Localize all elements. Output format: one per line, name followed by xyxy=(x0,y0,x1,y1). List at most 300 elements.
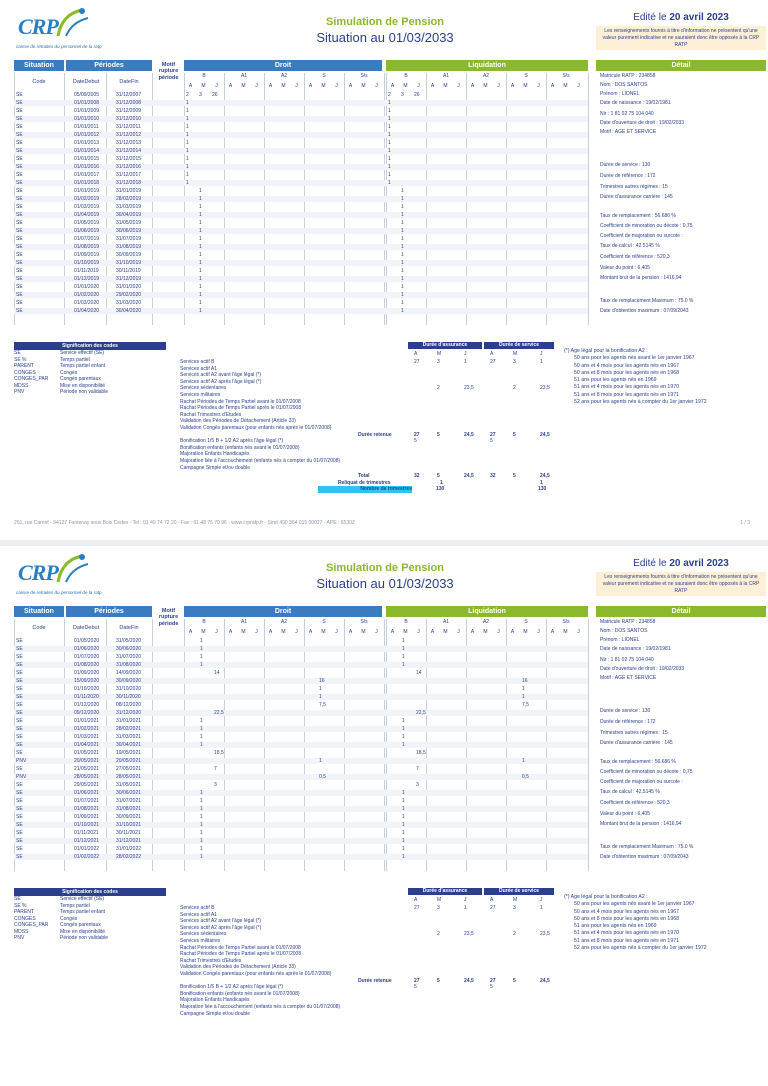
group-0: B xyxy=(404,73,408,79)
sub-col: A xyxy=(390,83,395,89)
detail-row xyxy=(600,657,654,663)
cell-liq: 1 xyxy=(401,276,404,282)
sum-col: A xyxy=(490,897,494,903)
code-key: CONGES_PAR xyxy=(14,376,49,382)
cell-date-fin: 20/05/2021 xyxy=(116,758,142,764)
sub-col: M xyxy=(241,83,246,89)
sub-col: J xyxy=(375,83,378,89)
sub-col: M xyxy=(201,629,206,635)
cell-date-fin: 31/08/2021 xyxy=(116,806,142,812)
sub-col: A xyxy=(348,83,353,89)
detail-row xyxy=(600,637,639,643)
summary-label: Bonification 1/5 B + 1/2 A2 après l'âge légal (*) xyxy=(180,984,284,991)
cell-date-debut: 21/05/2021 xyxy=(74,766,100,772)
cell-date-fin: 28/02/2021 xyxy=(116,726,142,732)
sub-col: J xyxy=(335,83,338,89)
cell-liq: 1 xyxy=(401,308,404,314)
reliquat-value: 1 xyxy=(440,479,443,486)
detail-label: Date de naissance : xyxy=(600,646,645,652)
cell-droit: 1 xyxy=(186,108,189,114)
cell-code: SE xyxy=(16,750,23,756)
cell-date-debut: 01/09/2019 xyxy=(74,252,100,258)
cell-liq: 7,5 xyxy=(522,702,529,708)
detail-row xyxy=(600,298,693,304)
sum-col: A xyxy=(414,351,418,357)
sub-col: M xyxy=(281,83,286,89)
detail-value: 130 xyxy=(641,708,651,714)
cell-code: SE xyxy=(16,140,23,146)
disclaimer-notice: Les renseignements fournis à titre d'information ne présentent qu'une valeur purement indicative et ne sauraient donc être opposés à la CRP RATP xyxy=(596,572,766,596)
summary-label: Services actif A1 xyxy=(180,365,217,372)
detail-label: Coefficient de minoration ou décote : xyxy=(600,223,682,229)
sum-col: M xyxy=(437,351,442,357)
detail-label: Matricule RATP : xyxy=(600,73,638,79)
table-row xyxy=(14,220,588,226)
cell-droit: 1 xyxy=(200,654,203,660)
summary-label: Rachat Périodes de Temps Partiel après le 01/07/2008 xyxy=(180,951,302,958)
summary-value: 27 xyxy=(490,359,496,365)
logo-swoosh-icon xyxy=(52,6,92,40)
service-header: Durée de service xyxy=(484,342,554,349)
cell-code: SE xyxy=(16,662,23,668)
detail-value: 6,405 xyxy=(637,811,650,817)
cell-code: SE xyxy=(16,822,23,828)
summary-label: Rachat Périodes de Temps Partiel après le 01/07/2008 xyxy=(180,405,302,412)
detail-row xyxy=(600,628,647,634)
cell-date-fin: 30/04/2021 xyxy=(116,742,142,748)
cell-droit: 1 xyxy=(199,244,202,250)
cell-date-debut: 01/07/2019 xyxy=(74,236,100,242)
cell-code: SE xyxy=(16,172,23,178)
summary-row xyxy=(178,905,554,912)
sum-col: J xyxy=(540,897,543,903)
cell-code: SE xyxy=(16,694,23,700)
cell-date-fin: 19/05/2021 xyxy=(116,750,142,756)
cell-droit: 1 xyxy=(200,838,203,844)
cell-date-debut: 01/12/2019 xyxy=(74,276,100,282)
crp-logo xyxy=(14,552,114,600)
cell-date-debut: 01/01/2010 xyxy=(74,116,100,122)
droit-header: Droit xyxy=(184,60,382,71)
summary-value: 32 xyxy=(490,473,496,480)
cell-date-fin: 31/12/2010 xyxy=(116,116,142,122)
code-desc: Période non validable xyxy=(60,389,109,395)
footnote-line: 52 ans pour les agents nés à compter du 1er janvier 1972 xyxy=(574,944,707,951)
cell-date-fin: 27/05/2021 xyxy=(116,766,142,772)
summary-row xyxy=(178,991,554,998)
table-row xyxy=(14,300,588,306)
cell-date-debut: 01/12/2020 xyxy=(74,702,100,708)
cell-droit: 1 xyxy=(319,686,322,692)
summary-value: 5 xyxy=(513,431,516,438)
detail-label: Nir : xyxy=(600,657,610,663)
detail-row xyxy=(600,184,668,190)
detail-label: Prénom : xyxy=(600,91,621,97)
logo-tagline: caisse de retraites du personnel de la ratp xyxy=(16,590,102,595)
cell-liq: 1 xyxy=(402,806,405,812)
group-1: A1 xyxy=(442,73,450,79)
summary-value: 27 xyxy=(414,431,420,438)
cell-liq: 26 xyxy=(414,92,420,98)
cell-code: SE xyxy=(16,686,23,692)
code-key: MDSS xyxy=(14,928,29,935)
sub-col: M xyxy=(241,629,246,635)
detail-value: AGE ET SERVICE xyxy=(614,675,657,681)
table-row xyxy=(14,646,588,652)
group-2: A2 xyxy=(482,73,490,79)
code-key: SE xyxy=(14,350,21,356)
detail-label: Date d'ouverture de droit : xyxy=(600,666,658,672)
table-row xyxy=(14,806,588,812)
detail-row xyxy=(600,243,660,249)
detail-value: 1416,94 xyxy=(663,821,682,827)
table-row xyxy=(14,156,588,162)
group-1: A1 xyxy=(442,619,450,625)
sum-col: J xyxy=(464,351,467,357)
summary-label: Bonification enfants (enfants nés avant le 01/07/2008) xyxy=(180,990,300,997)
cell-liq: 1 xyxy=(388,100,391,106)
detail-row xyxy=(600,308,689,314)
summary-row xyxy=(178,425,554,432)
cell-date-debut: 01/01/2015 xyxy=(74,156,100,162)
summary-row xyxy=(178,945,554,952)
code-key: SE xyxy=(14,896,21,902)
summary-value: 27 xyxy=(490,977,496,984)
code-desc: Service effectif (SE) xyxy=(60,896,105,902)
detail-label: Taux de remplacement : xyxy=(600,213,654,219)
page-subtitle: Situation au 01/03/2033 xyxy=(316,30,454,45)
motif-header: Motif rupture période xyxy=(158,62,179,81)
cell-date-fin: 14/09/2020 xyxy=(116,670,142,676)
cell-date-fin: 31/08/2020 xyxy=(116,662,142,668)
summary-row xyxy=(178,918,554,925)
summary-label: Services actif A1 xyxy=(180,911,217,918)
cell-date-debut: 01/02/2021 xyxy=(74,726,100,732)
cell-liq: 16 xyxy=(522,678,528,684)
cell-date-fin: 31/05/2021 xyxy=(116,782,142,788)
summary-value: 5 xyxy=(513,473,516,480)
cell-droit: 1 xyxy=(200,814,203,820)
codes-legend xyxy=(14,888,166,942)
cell-droit: 1 xyxy=(199,196,202,202)
cell-date-debut: 01/06/2019 xyxy=(74,228,100,234)
code-key: PNV xyxy=(14,389,25,395)
cell-date-debut: 01/02/2022 xyxy=(74,854,100,860)
cell-date-debut: 01/08/2019 xyxy=(74,244,100,250)
summary-label: Bonification 1/5 B + 1/2 A2 après l'âge légal (*) xyxy=(180,438,284,445)
page-number: 1 / 3 xyxy=(740,520,750,526)
cell-date-fin: 31/01/2022 xyxy=(116,846,142,852)
sum-col: A xyxy=(414,897,418,903)
pension-page xyxy=(0,0,768,540)
sub-col: J xyxy=(497,629,500,635)
summary-value: 5 xyxy=(437,473,440,480)
cell-date-debut: 01/01/2016 xyxy=(74,164,100,170)
cell-code: SE xyxy=(16,148,23,154)
cell-date-fin: 30/06/2021 xyxy=(116,790,142,796)
reliquat-label: Reliquat de trimestres xyxy=(338,479,391,486)
detail-row xyxy=(600,708,650,714)
detail-row xyxy=(600,129,656,135)
cell-date-fin: 31/12/2011 xyxy=(116,124,141,130)
detail-value: 19/02/1981 xyxy=(645,100,671,106)
code-desc: Période non validable xyxy=(60,935,109,941)
table-row xyxy=(14,268,588,274)
cell-code: SE xyxy=(16,838,23,844)
code-row xyxy=(14,389,166,396)
table-row xyxy=(14,92,588,98)
cell-droit: 1 xyxy=(200,662,203,668)
cell-date-debut: 29/05/2021 xyxy=(74,782,100,788)
sub-col: M xyxy=(321,83,326,89)
cell-date-debut: 01/01/2019 xyxy=(74,188,100,194)
detail-value: 75.0 % xyxy=(677,844,694,850)
cell-date-fin: 31/01/2020 xyxy=(116,284,142,290)
sub-col: M xyxy=(443,629,448,635)
cell-date-fin: 30/11/2020 xyxy=(116,694,141,700)
codes-title: Signification des codes xyxy=(14,888,166,896)
summary-value: 3 xyxy=(513,359,516,365)
detail-value: 520,3 xyxy=(657,800,670,806)
cell-date-fin: 30/09/2019 xyxy=(116,252,142,258)
cell-liq: 1 xyxy=(388,156,391,162)
group-3: S xyxy=(322,73,326,79)
sum-col: J xyxy=(464,897,467,903)
cell-droit: 26 xyxy=(212,92,218,98)
cell-liq: 1 xyxy=(402,854,405,860)
table-row xyxy=(14,830,588,836)
cell-date-fin: 30/09/2020 xyxy=(116,678,142,684)
detail-value: 520,3 xyxy=(657,254,670,260)
cell-code: SE xyxy=(16,710,23,716)
cell-liq: 18,5 xyxy=(416,750,426,756)
detail-value: 42.5145 % xyxy=(635,243,660,249)
summary-label: Campagne Simple et/ou double xyxy=(180,464,251,471)
cell-liq: 1 xyxy=(388,132,391,138)
footer-address: 201, rue Carnot - 94127 Fontenay sous Bois Cedex - Tel : 01 49 74 72 20 - Fax : 01 48 75 70 96 - www.crpratp.fr - Siret 490 364 015 00027 - APE : 6530Z xyxy=(14,520,355,526)
sum-col: J xyxy=(540,351,543,357)
cell-liq: 1 xyxy=(401,268,404,274)
summary-row xyxy=(178,997,554,1004)
table-row xyxy=(14,694,588,700)
table-row xyxy=(14,108,588,114)
footnote-line: 50 ans pour les agents nés avant le 1er janvier 1967 xyxy=(574,355,695,362)
detail-label: Taux de remplacement Maximum : xyxy=(600,298,677,304)
cell-droit: 1 xyxy=(200,790,203,796)
summary-label: Rachat Trimestres d'Etudes xyxy=(180,411,242,418)
detail-row xyxy=(600,740,673,746)
code-desc: Service effectif (SE) xyxy=(60,350,105,356)
page-header xyxy=(0,546,768,604)
code-key: PARENT xyxy=(14,363,34,369)
summary-row xyxy=(178,1011,554,1018)
summary-row xyxy=(178,912,554,919)
cell-liq: 1 xyxy=(402,822,405,828)
cell-code: SE xyxy=(16,830,23,836)
group-2: A2 xyxy=(280,619,288,625)
detail-label: Valeur du point : xyxy=(600,811,637,817)
codes-title: Signification des codes xyxy=(14,342,166,350)
summary-row xyxy=(178,978,554,985)
table-row xyxy=(14,292,588,298)
group-4: S/s xyxy=(360,619,368,625)
footnote-line: 51 ans pour les agents nés en 1969 xyxy=(574,923,657,930)
table-row xyxy=(14,164,588,170)
cell-code: SE xyxy=(16,742,23,748)
sub-col: M xyxy=(563,83,568,89)
detail-label: Durée d'assurance carrière : xyxy=(600,194,663,200)
code-key: PNV xyxy=(14,935,25,941)
cell-code: SE xyxy=(16,124,23,130)
cell-droit: 1 xyxy=(200,806,203,812)
detail-label: Durée de référence : xyxy=(600,719,646,725)
cell-code: SE xyxy=(16,92,23,98)
col-code: Code xyxy=(32,79,46,85)
detail-value: 145 xyxy=(664,194,673,200)
summary-row xyxy=(178,432,554,439)
cell-code: SE xyxy=(16,180,23,186)
detail-label: Nir : xyxy=(600,111,610,117)
cell-droit: 7,5 xyxy=(319,702,326,708)
cell-droit: 1 xyxy=(319,694,322,700)
sub-col: M xyxy=(321,629,326,635)
cell-droit: 1 xyxy=(199,300,202,306)
footnote-line: 50 ans et 4 mois pour les agents nés en 1967 xyxy=(574,362,679,369)
code-row xyxy=(14,935,166,942)
code-desc: Temps partiel xyxy=(60,356,90,363)
table-row xyxy=(14,260,588,266)
summary-label: Bonification enfants (enfants nés avant le 01/07/2008) xyxy=(180,444,300,451)
cell-date-fin: 31/12/2019 xyxy=(116,276,142,282)
cell-code: PNV xyxy=(16,774,27,780)
code-key: SE % xyxy=(14,356,27,363)
sub-col: J xyxy=(255,629,258,635)
table-row xyxy=(14,846,588,852)
detail-row xyxy=(600,821,681,827)
cell-date-fin: 31/07/2019 xyxy=(116,236,142,242)
cell-droit: 1 xyxy=(186,100,189,106)
detail-label: Coefficient de minoration ou décote : xyxy=(600,769,682,775)
group-3: S xyxy=(524,73,528,79)
detail-value: 07/09/2043 xyxy=(663,308,689,314)
detail-value: 15 xyxy=(662,184,668,190)
detail-label: Durée d'assurance carrière : xyxy=(600,740,663,746)
service-header: Durée de service xyxy=(484,888,554,895)
sub-col: A xyxy=(268,83,273,89)
detail-value: 172 xyxy=(647,173,656,179)
cell-code: SE xyxy=(16,108,23,114)
summary-value: 27 xyxy=(414,359,420,365)
cell-date-debut: 01/06/2021 xyxy=(74,790,100,796)
cell-code: SE xyxy=(16,132,23,138)
detail-label: Coefficient de majoration ou surcote : xyxy=(600,779,683,785)
cell-droit: 16 xyxy=(319,678,325,684)
cell-date-fin: 31/12/2007 xyxy=(116,92,142,98)
detail-row xyxy=(600,675,656,681)
cell-liq: 1 xyxy=(388,148,391,154)
detail-label: Durée de service : xyxy=(600,708,641,714)
sub-col: A xyxy=(268,629,273,635)
cell-liq: 1 xyxy=(388,172,391,178)
table-row xyxy=(14,822,588,828)
cell-droit: 1 xyxy=(199,220,202,226)
cell-liq: 1 xyxy=(402,846,405,852)
summary-label: Validation des Périodes de Détachement (Article 33) xyxy=(180,964,296,971)
cell-code: SE xyxy=(16,806,23,812)
sub-col: M xyxy=(483,83,488,89)
cell-date-debut: 01/08/2021 xyxy=(74,806,100,812)
detail-label: Montant brut de la pension : xyxy=(600,821,662,827)
sub-col: J xyxy=(295,629,298,635)
cell-date-debut: 01/01/2013 xyxy=(74,140,100,146)
cell-date-fin: 31/07/2020 xyxy=(116,654,142,660)
cell-date-fin: 08/12/2020 xyxy=(116,702,142,708)
cell-liq: 1 xyxy=(402,742,405,748)
sub-col: A xyxy=(308,629,313,635)
table-row xyxy=(14,212,588,218)
cell-code: SE xyxy=(16,220,23,226)
sub-col: A xyxy=(228,83,233,89)
page-title: Simulation de Pension xyxy=(326,16,444,28)
summary-row xyxy=(178,984,554,991)
summary-value: 24,5 xyxy=(464,977,474,984)
summary-row xyxy=(178,958,554,965)
cell-code: SE xyxy=(16,654,23,660)
cell-date-debut: 01/01/2018 xyxy=(74,180,100,186)
summary-row xyxy=(178,458,554,465)
summary-label: Majoration Enfants Handicapés xyxy=(180,997,250,1004)
cell-liq: 1 xyxy=(402,814,405,820)
summary-label: Services actif B xyxy=(180,905,215,911)
summary-value: 2 xyxy=(437,931,440,938)
detail-value: AGE ET SERVICE xyxy=(614,129,657,135)
sub-col: J xyxy=(497,83,500,89)
detail-label: Trimestres autres régimes : xyxy=(600,184,661,190)
table-row xyxy=(14,228,588,234)
sub-col: A xyxy=(550,83,555,89)
summary-row xyxy=(178,399,554,406)
summary-label: Services actif A2 après l'âge légal (*) xyxy=(180,924,262,931)
footnote-line: 50 ans et 4 mois pour les agents nés en 1967 xyxy=(574,908,679,915)
cell-date-debut: 09/12/2020 xyxy=(74,710,100,716)
cell-liq: 1 xyxy=(401,228,404,234)
cell-date-fin: 28/02/2019 xyxy=(116,196,142,202)
cell-date-debut: 01/09/2020 xyxy=(74,670,100,676)
table-row xyxy=(14,686,588,692)
sub-col: A xyxy=(510,83,515,89)
cell-date-fin: 30/06/2019 xyxy=(116,228,142,234)
cell-droit: 1 xyxy=(199,292,202,298)
sub-col: A xyxy=(390,629,395,635)
summary-row xyxy=(178,438,554,445)
summary-value: 24,5 xyxy=(540,431,550,438)
cell-code: SE xyxy=(16,646,23,652)
summary-label: Campagne Simple et/ou double xyxy=(180,1010,251,1017)
detail-label: Durée de service : xyxy=(600,162,641,168)
detail-label: Valeur du point : xyxy=(600,265,637,271)
detail-row xyxy=(600,162,650,168)
detail-row xyxy=(600,779,683,785)
summary-value: 27 xyxy=(414,977,420,984)
cell-liq: 2 xyxy=(388,92,391,98)
nombre-value: 130 xyxy=(436,486,445,493)
sub-col: J xyxy=(295,83,298,89)
sub-col: J xyxy=(417,83,420,89)
cell-liq: 3 xyxy=(401,92,404,98)
detail-row xyxy=(600,223,692,229)
detail-row xyxy=(600,173,656,179)
cell-code: SE xyxy=(16,790,23,796)
